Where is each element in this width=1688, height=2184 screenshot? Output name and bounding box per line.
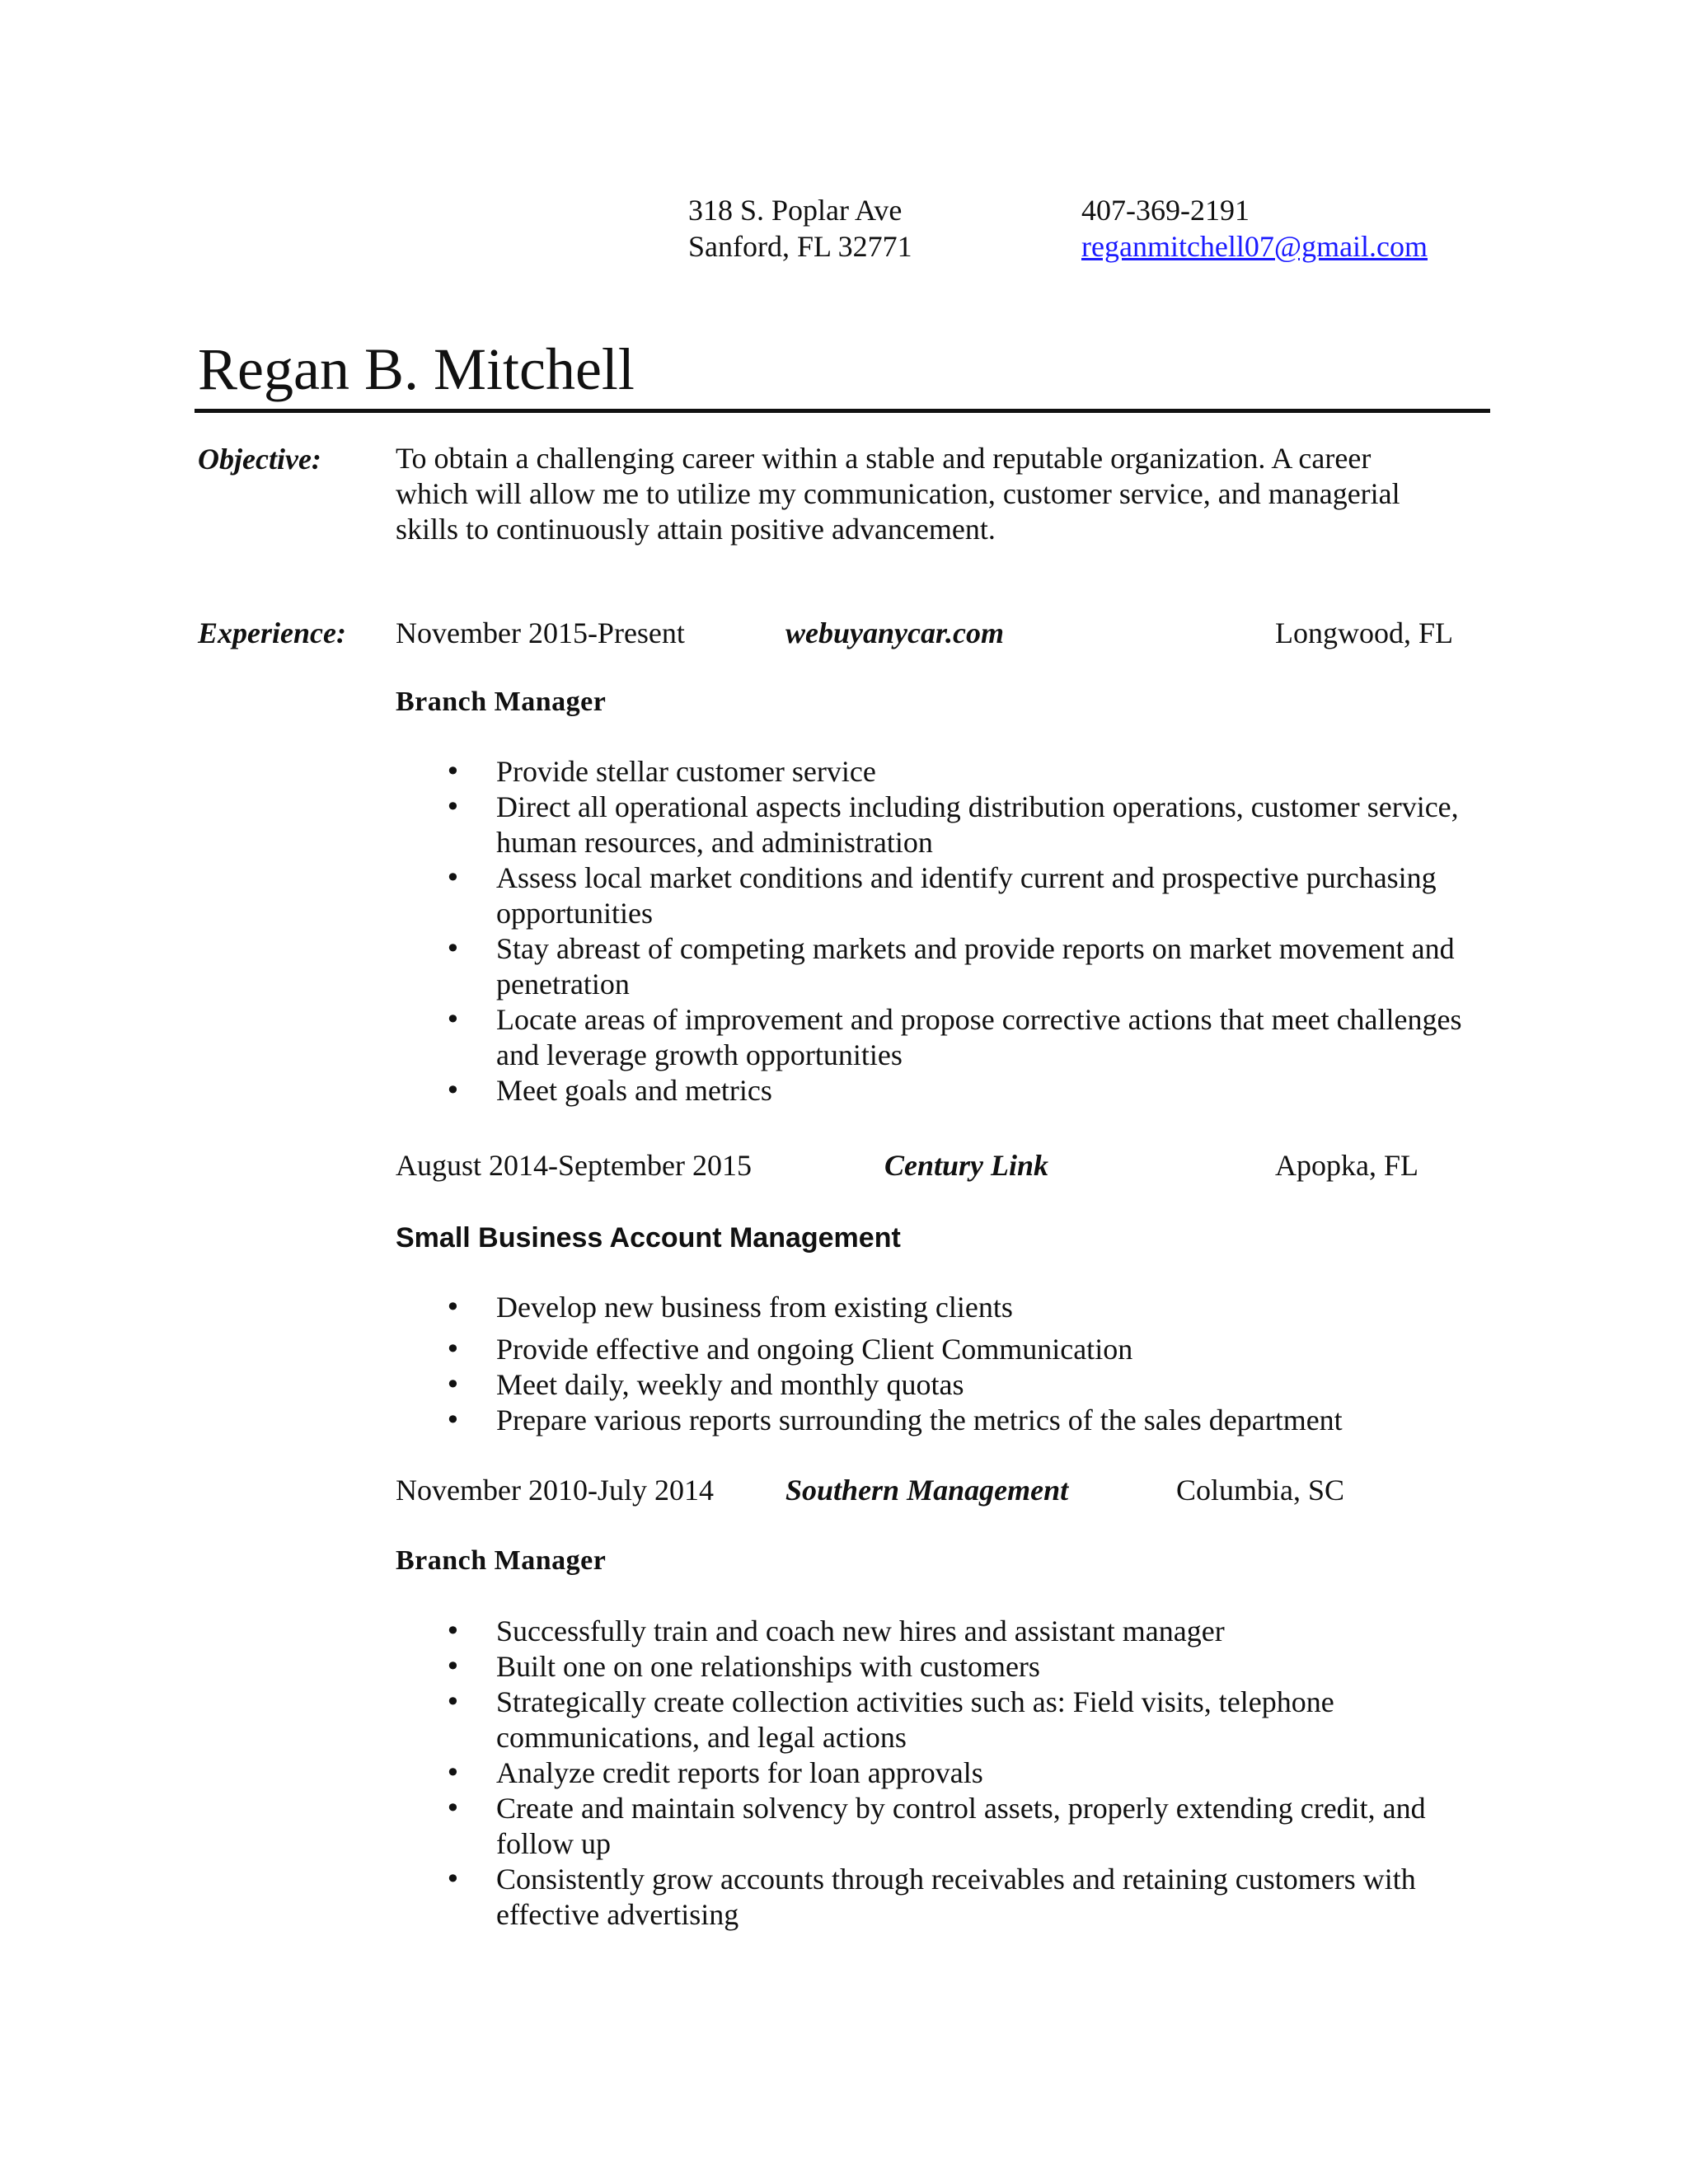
- list-item: • Assess local market conditions and identify current and prospective purchasing opportunities: [445, 860, 1500, 931]
- list-item: • Stay abreast of competing markets and provide reports on market movement and penetration: [445, 931, 1500, 1002]
- job-dates: August 2014-September 2015: [396, 1149, 752, 1182]
- list-item: • Consistently grow accounts through receivables and retaining customers with effective advertising: [445, 1862, 1500, 1933]
- job-company: Southern Management: [785, 1474, 1069, 1507]
- job-location: Apopka, FL: [1275, 1149, 1418, 1182]
- resume-name: Regan B. Mitchell: [198, 336, 635, 402]
- job-title: Branch Manager: [396, 687, 607, 717]
- objective-line: which will allow me to utilize my communication, customer service, and managerial: [396, 477, 1400, 510]
- list-item: • Provide effective and ongoing Client Communication: [445, 1332, 1500, 1367]
- job-company: webuyanycar.com: [785, 616, 1004, 649]
- address-line-1: 318 S. Poplar Ave: [688, 194, 903, 227]
- objective-label: Objective:: [198, 443, 321, 476]
- list-item: • Meet daily, weekly and monthly quotas: [445, 1367, 1500, 1403]
- job-bullet-list: [445, 1290, 1500, 1438]
- job-header: [396, 1147, 1492, 1183]
- list-item: • Direct all operational aspects including distribution operations, customer service, human resources, and administration: [445, 790, 1500, 860]
- job-company: Century Link: [884, 1149, 1049, 1182]
- job-title: Small Business Account Management: [396, 1222, 901, 1254]
- objective-text: [396, 441, 1467, 547]
- list-item: • Develop new business from existing clients: [445, 1290, 1500, 1325]
- job-header: [396, 1472, 1492, 1508]
- objective-line: To obtain a challenging career within a stable and reputable organization. A career: [396, 442, 1372, 475]
- job-dates: November 2010-July 2014: [396, 1474, 714, 1507]
- address-line-2: Sanford, FL 32771: [688, 230, 912, 263]
- email-link[interactable]: reganmitchell07@gmail.com: [1081, 230, 1428, 263]
- list-item: • Successfully train and coach new hires and assistant manager: [445, 1614, 1500, 1649]
- list-item: • Analyze credit reports for loan approvals: [445, 1755, 1500, 1791]
- job-location: Columbia, SC: [1176, 1474, 1345, 1507]
- job-header: [396, 615, 1492, 651]
- list-item: • Create and maintain solvency by control assets, properly extending credit, and follow up: [445, 1791, 1500, 1862]
- objective-line: skills to continuously attain positive advancement.: [396, 513, 996, 546]
- list-item: • Built one on one relationships with customers: [445, 1649, 1500, 1685]
- list-item: • Strategically create collection activities such as: Field visits, telephone communications, and legal actions: [445, 1685, 1500, 1755]
- list-item: • Meet goals and metrics: [445, 1073, 1500, 1108]
- job-location: Longwood, FL: [1275, 616, 1453, 649]
- experience-label: Experience:: [198, 616, 346, 649]
- job-title: Branch Manager: [396, 1545, 607, 1576]
- phone-number: 407-369-2191: [1081, 194, 1250, 227]
- job-bullet-list: [445, 754, 1500, 1108]
- list-item: • Locate areas of improvement and propose corrective actions that meet challenges and leverage growth opportunities: [445, 1002, 1500, 1073]
- name-divider: [195, 409, 1490, 413]
- list-item: • Provide stellar customer service: [445, 754, 1500, 790]
- job-bullet-list: [445, 1614, 1500, 1933]
- list-item: • Prepare various reports surrounding the metrics of the sales department: [445, 1403, 1500, 1438]
- job-dates: November 2015-Present: [396, 616, 685, 649]
